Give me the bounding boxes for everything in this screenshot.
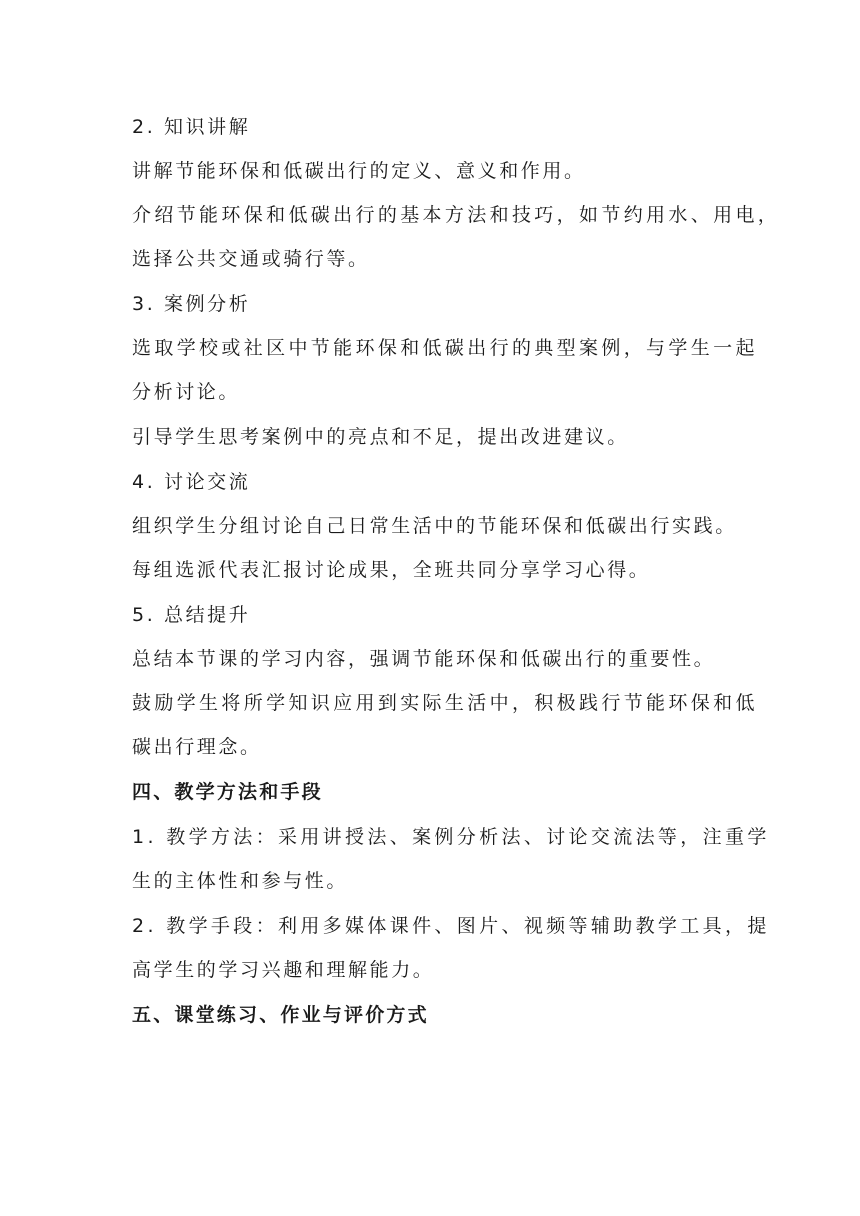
item-title-knowledge-explanation: 2. 知识讲解 [132, 116, 251, 138]
paragraph-line: 每组选派代表汇报讨论成果，全班共同分享学习心得。 [132, 559, 651, 581]
item-title-summary: 5. 总结提升 [132, 604, 251, 626]
item-title-discussion: 4. 讨论交流 [132, 471, 251, 493]
paragraph-line: 2. 教学手段：利用多媒体课件、图片、视频等辅助教学工具，提 [132, 915, 770, 937]
paragraph-line: 引导学生思考案例中的亮点和不足，提出改进建议。 [132, 426, 629, 448]
paragraph-line: 生的主体性和参与性。 [132, 870, 349, 892]
item-title-case-analysis: 3. 案例分析 [132, 293, 251, 315]
paragraph-line: 分析讨论。 [132, 381, 241, 403]
paragraph-line: 选择公共交通或骑行等。 [132, 248, 370, 270]
paragraph-line: 碳出行理念。 [132, 736, 262, 758]
paragraph-line: 讲解节能环保和低碳出行的定义、意义和作用。 [132, 160, 586, 182]
paragraph-line: 选取学校或社区中节能环保和低碳出行的典型案例，与学生一起 [132, 337, 758, 359]
paragraph-line: 总结本节课的学习内容，强调节能环保和低碳出行的重要性。 [132, 648, 716, 670]
paragraph-line: 介绍节能环保和低碳出行的基本方法和技巧，如节约用水、用电， [132, 204, 781, 226]
paragraph-line: 鼓励学生将所学知识应用到实际生活中，积极践行节能环保和低 [132, 692, 758, 714]
section-heading-exercises-evaluation: 五、课堂练习、作业与评价方式 [132, 1004, 429, 1026]
paragraph-line: 高学生的学习兴趣和理解能力。 [132, 959, 435, 981]
paragraph-line: 组织学生分组讨论自己日常生活中的节能环保和低碳出行实践。 [132, 515, 737, 537]
paragraph-line: 1. 教学方法：采用讲授法、案例分析法、讨论交流法等，注重学 [132, 826, 770, 848]
section-heading-teaching-methods: 四、教学方法和手段 [132, 781, 323, 803]
